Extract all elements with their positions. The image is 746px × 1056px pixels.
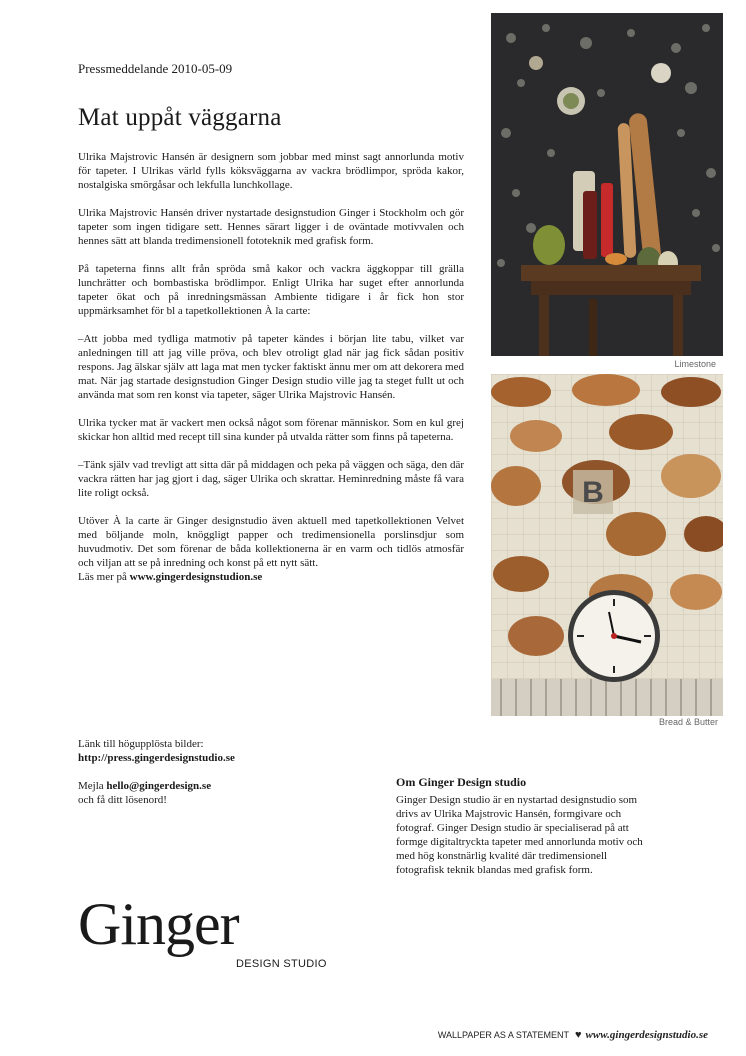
image-caption: Limestone	[674, 359, 716, 369]
paragraph: Utöver À la carte är Ginger designstudio även aktuell med tapetkollektionen Velvet med böljande moln, knöggligt papper och tredimensionella porslinsdjur som huvudmotiv. Det som förenar de båda kollektionerna är en varm och tidlös atmosfär och viljan att se på inredning och konst på ett nytt sätt.	[78, 515, 464, 569]
ginger-logo	[78, 892, 348, 976]
about-section	[396, 775, 650, 877]
read-more-prefix: Läs mer på	[78, 571, 130, 583]
mail-suffix: och få ditt lösenord!	[78, 794, 167, 806]
images-link-label: Länk till högupplösta bilder:	[78, 738, 204, 750]
paragraph: På tapeterna finns allt från spröda små kakor och vackra äggkoppar till grälla lunchrätter och bombastiska brödlimpor. Enligt Ulrika har suget efter annorlunda tapeter ökat och på inredningsmässan Ambiente tidigare i år fick hon stor uppmärksamhet för bl a tapetkollektionen À la carte:	[78, 263, 464, 317]
mail-link[interactable]: hello@gingerdesign.se	[106, 780, 212, 792]
press-release-date: Pressmeddelande 2010-05-09	[78, 61, 233, 76]
paragraph: Ulrika Majstrovic Hansén driver nystartade designstudion Ginger i Stockholm och gör tapeter som ingen tidigare sett. Hennes särart ligger i de oväntade motivvalen och hennes sätt att blanda tredimensionell fototeknik med grafisk form.	[78, 207, 464, 247]
mail-prefix: Mejla	[78, 780, 107, 792]
heart-icon: ♥	[575, 1029, 582, 1041]
footer-tagline: WALLPAPER AS A STATEMENT	[437, 1030, 570, 1040]
limestone-wallpaper-image	[491, 13, 723, 356]
footer	[438, 1029, 708, 1041]
read-more-link[interactable]: www.gingerdesignstudion.se	[129, 571, 263, 583]
images-link[interactable]: http://press.gingerdesignstudio.se	[78, 752, 235, 764]
paragraph: Ulrika Majstrovic Hansén är designern som jobbar med minst sagt annorlunda motiv för tapeter. I Ulrikas värld fylls köksväggarna av vackra brödlimpor, spröda kakor, nostalgiska smörgåsar och lekfulla lunchkollage.	[78, 151, 464, 191]
bread-and-butter-wallpaper-image	[491, 374, 723, 716]
article-body	[78, 150, 464, 584]
tile-letter: B	[582, 476, 604, 509]
paragraph: –Att jobba med tydliga matmotiv på tapeter kändes i början lite tabu, vilket var anledningen till att jag ville pröva, och blev otroligt glad när jag fick sådan positiv respons. Jag älskar själv att laga mat men tycker faktiskt ännu mer om att dekorera med mat. När jag startade designstudion Ginger Design studio ville jag ta steget fullt ut och använda mat som ren konst via tapeter, säger Ulrika Majstrovic Hansén.	[78, 333, 464, 401]
images-link-block	[78, 737, 338, 765]
clock-icon	[568, 590, 660, 682]
image-caption: Bread & Butter	[658, 717, 718, 727]
page-title: Mat uppåt väggarna	[78, 104, 282, 131]
logo-subtitle: DESIGN STUDIO	[236, 958, 327, 970]
read-more-line	[78, 570, 464, 584]
about-heading: Om Ginger Design studio	[396, 775, 527, 789]
mail-block	[78, 779, 338, 807]
contact-links	[78, 737, 338, 821]
paragraph: –Tänk själv vad trevligt att sitta där på middagen och peka på väggen och säga, den där vackra rätten har jag gjort i dag, säger Ulrika och skrattar. Heminredning måste få vara lite roligt också.	[78, 459, 464, 499]
paragraph: Ulrika tycker mat är vackert men också något som förenar människor. Som en kul grej skickar hon alltid med recept till sina kunder på utvalda rätter som finns på tapeterna.	[78, 417, 464, 443]
footer-website-link[interactable]: www.gingerdesignstudio.se	[585, 1029, 708, 1041]
logo-wordmark: Ginger	[78, 891, 239, 957]
about-text: Ginger Design studio är en nystartad designstudio som drivs av Ulrika Majstrovic Hansén, formgivare och fotograf. Ginger Design studio är specialiserad på att formge digitaltryckta tapeter med annorlunda motiv och med hög konstnärlig kvalité där tredimensionell fotografisk teknik blandas med grafisk form.	[396, 794, 643, 876]
